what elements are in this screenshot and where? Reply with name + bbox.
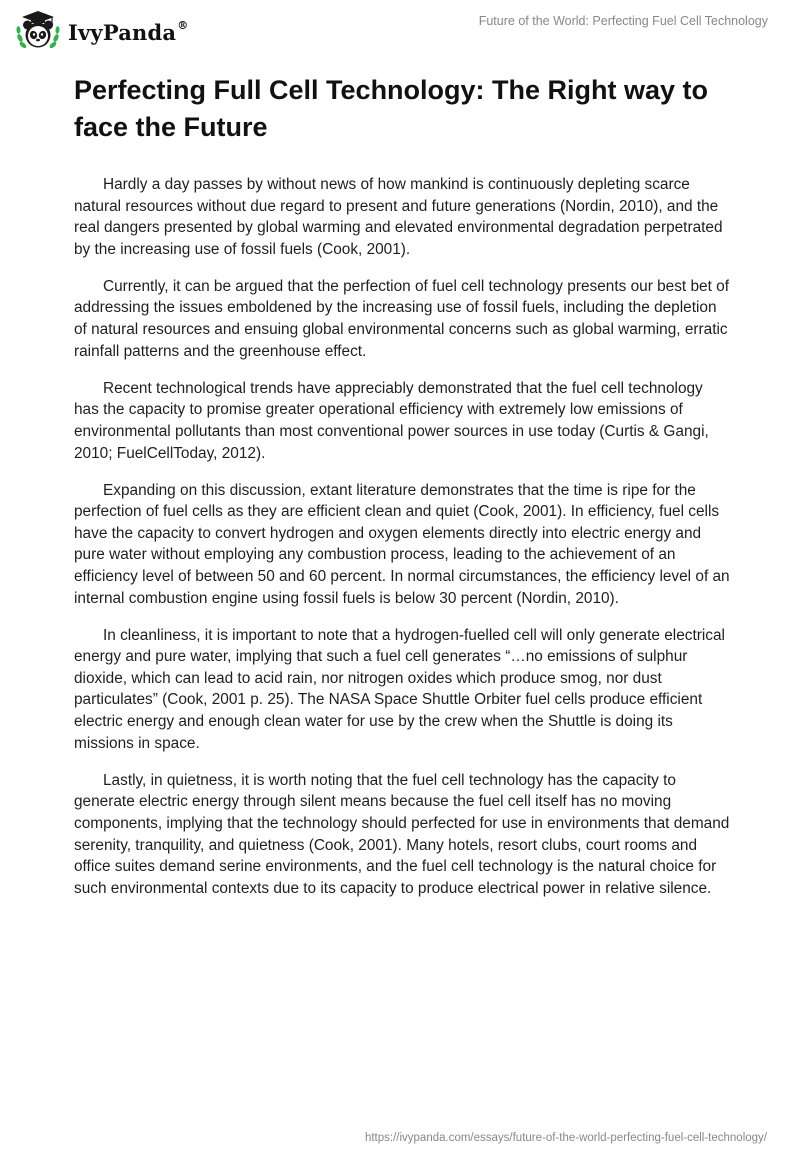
paragraph: In cleanliness, it is important to note that a hydrogen-fuelled cell will only generate electrical energy and pure water, implying that such a fuel cell generates “…no emissions of sulphur dioxide, which can lead to acid rain, nor nitrogen oxides which produce smog, nor dust particulates” (Cook, 2001 p. 25). The NASA Space Shuttle Orbiter fuel cells produce efficient electric energy and enough clean water for use by the crew when the Shuttle is doing its missions in space. [74, 626, 725, 752]
paragraph: Currently, it can be argued that the perfection of fuel cell technology presents our best bet of addressing the issues emboldened by the increasing use of fossil fuels, including the depletion of natural resources and ensuing global environmental concerns such as global warming, erratic rainfall patterns and the greenhouse effect. [74, 277, 729, 360]
paragraph: Recent technological trends have appreciably demonstrated that the fuel cell technology has the capacity to promise greater operational efficiency with extremely low emissions of environmental pollutants than most conventional power sources in use today (Curtis & Gangi, 2010; FuelCellToday, 2012). [74, 379, 709, 462]
paragraph: Hardly a day passes by without news of how mankind is continuously depleting scarce natural resources without due regard to present and future generations (Nordin, 2010), and the real dangers presented by global warming and elevated environmental degradation perpetrated by the increasing use of fossil fuels (Cook, 2001). [74, 176, 723, 258]
registered-mark: ® [177, 18, 189, 32]
page-header [0, 0, 800, 60]
running-title: Future of the World: Perfecting Fuel Cell Technology [478, 14, 768, 28]
ivypanda-logo[interactable] [14, 8, 188, 54]
brand-name [68, 20, 188, 45]
paragraph: Expanding on this discussion, extant literature demonstrates that the time is ripe for the perfection of fuel cells as they are efficient clean and quiet (Cook, 2001). In efficiency, fuel cells have the capacity to convert hydrogen and oxygen elements directly into electric energy and pure water without employing any combustion process, leading to the achievement of an efficiency level of between 50 and 60 percent. In normal circumstances, the efficiency level of an internal combustion engine using fossil fuels is below 30 percent (Nordin, 2010). [74, 481, 730, 607]
source-url-link[interactable]: https://ivypanda.com/essays/future-of-the-world-perfecting-fuel-cell-technology/ [364, 1132, 767, 1144]
document-title: Perfecting Full Cell Technology: The Right way to face the Future [74, 75, 709, 142]
brand-name-text: IvyPanda [68, 19, 177, 45]
panda-graduate-icon [14, 8, 62, 54]
document-body [74, 174, 730, 915]
paragraph: Lastly, in quietness, it is worth noting that the fuel cell technology has the capacity to generate electric energy through silent means because the fuel cell itself has no moving components, implying that the technology should perfected for use in environments that demand serenity, tranquility, and quietness (Cook, 2001). Many hotels, resort clubs, court rooms and office suites demand serine environments, and the fuel cell technology is the natural choice for such environmental contexts due to its capacity to produce electrical power in relative silence. [74, 771, 730, 897]
